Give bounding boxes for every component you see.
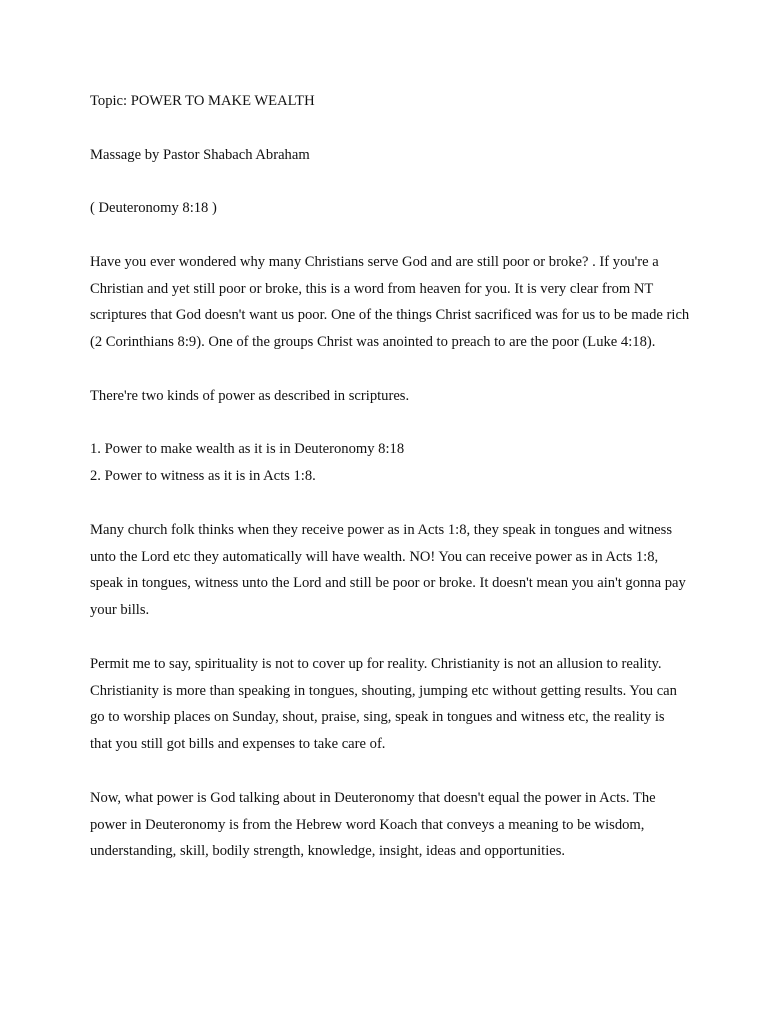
paragraph-two-powers: There're two kinds of power as described in scriptures. [90,387,410,404]
spacer [90,356,690,383]
spacer [90,410,690,437]
scripture-reference: ( Deuteronomy 8:18 ) [90,200,217,217]
topic-heading: Topic: POWER TO MAKE WEALTH [90,93,315,109]
list-item: 1. Power to make wealth as it is in Deuteronomy 8:18 [90,441,405,458]
spacer [90,624,690,651]
paragraph-spirituality: Permit me to say, spirituality is not to cover up for reality. Christianity is not an allusion to reality. Christianity is more than speaking in tongues, shouting, jumping etc without getting results. You can go to worship places on Sunday, shout, praise, sing, speak in tongues and witness etc, the reality is that you still got bills and expenses to take care of. [90,655,677,753]
document-body [90,88,690,865]
spacer [90,758,690,785]
spacer [90,115,690,142]
spacer [90,490,690,517]
spacer [90,168,690,195]
author-line: Massage by Pastor Shabach Abraham [90,146,310,163]
list-item: 2. Power to witness as it is in Acts 1:8. [90,468,316,485]
paragraph-church-folk: Many church folk thinks when they receive power as in Acts 1:8, they speak in tongues and witness unto the Lord etc they automatically will have wealth. NO! You can receive power as in Acts 1:8, speak in tongues, witness unto the Lord and still be poor or broke. It doesn't mean you ain't gonna pay your bills. [90,521,686,619]
paragraph-intro: Have you ever wondered why many Christians serve God and are still poor or broke? . If you're a Christian and yet still poor or broke, this is a word from heaven for you. It is very clear from NT scriptures that God doesn't want us poor. One of the things Christ sacrificed was for us to be made rich (2 Corinthians 8:9). One of the groups Christ was anointed to preach to are the poor (Luke 4:18). [90,253,690,351]
spacer [90,222,690,249]
paragraph-koach: Now, what power is God talking about in Deuteronomy that doesn't equal the power in Acts. The power in Deuteronomy is from the Hebrew word Koach that conveys a meaning to be wisdom, understanding, skill, bodily strength, knowledge, insight, ideas and opportunities. [90,789,656,860]
